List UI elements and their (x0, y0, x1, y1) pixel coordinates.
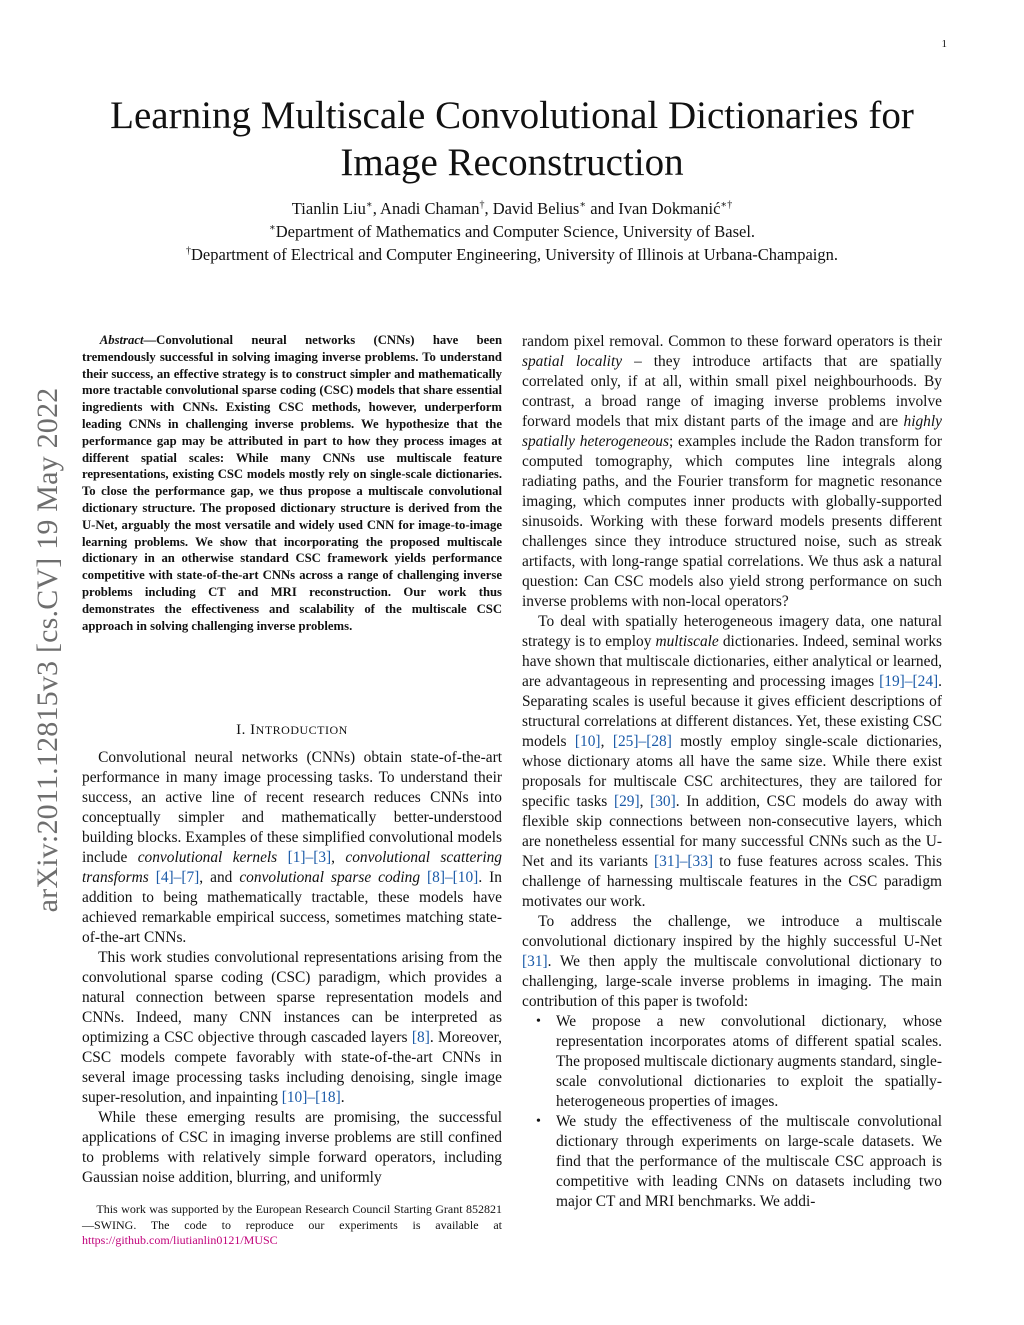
arxiv-stamp: arXiv:2011.12815v3 [cs.CV] 19 May 2022 (31, 387, 64, 913)
text-run: While these emerging results are promising, the successful applications of CSC in imaging inverse problems are still confined to problems with relatively simple forward operators, including Gaussian noise addition, blurring, and uniformly (82, 1109, 502, 1186)
paragraph (522, 332, 942, 612)
paragraph (82, 1108, 502, 1188)
text-run: to fuse features across scales. This challenge of harnessing multiscale features in the CSC paradigm motivates our work. (522, 853, 942, 910)
affiliation-mark: ∗† (720, 199, 733, 211)
text-run: , and (199, 869, 240, 886)
citation-link[interactable]: [8]–[10] (427, 869, 479, 886)
section-title: NTRODUCTION (255, 723, 348, 737)
citation-link[interactable]: [1]–[3] (287, 849, 332, 866)
citation-link[interactable]: [30] (650, 793, 676, 810)
contribution-list (522, 1012, 942, 1212)
section-number: I. I (236, 722, 256, 738)
abstract-text: —Convolutional neural networks (CNNs) have been tremendously successful in solving imaging inverse problems. To understand their success, an effective strategy is to construct simpler and mathematically more tractable convolutional sparse coding (CSC) models that share essential ingredients with CNNs. Existing CSC methods, however, underperform leading CNNs in challenging inverse problems. We hypothesize that the performance gap may be attributed in part to how they process images at different spatial scales: While many CNNs use multiscale feature representations, existing CSC models mostly rely on single-scale dictionaries. To close the performance gap, we thus propose a multiscale convolutional dictionary structure. The proposed dictionary structure is derived from the U-Net, arguably the most versatile and widely used CNN for image-to-image learning problems. We show that incorporating the proposed multiscale dictionary in an otherwise standard CSC framework yields performance competitive with state-of-the-art CNNs across a range of challenging inverse problems including CT and MRI reconstruction. Our work thus demonstrates the effectiveness and scalability of the multiscale CSC approach in solving challenging inverse problems. (82, 333, 502, 633)
affiliation-mark: † (479, 199, 485, 211)
list-item (536, 1112, 942, 1212)
author-name: and Ivan Dokmanić (586, 199, 721, 218)
affiliation-mark: ∗ (365, 199, 373, 211)
citation-link[interactable]: [10]–[18] (281, 1089, 341, 1106)
text-run: . (340, 1089, 345, 1106)
text-run: – they introduce artifacts that are spatially correlated only, if at all, within small pixel neighbourhoods. By contrast, a broad range of imaging inverse problems involve forward models that mix distant parts of the image and are (522, 353, 942, 430)
right-column (522, 332, 942, 1212)
author-name: , David Belius (484, 199, 580, 218)
page-number: 1 (941, 38, 947, 50)
abstract-lead: Abstract (99, 333, 144, 347)
emphasis: multiscale (655, 633, 719, 650)
affiliation-text: Department of Mathematics and Computer Science, University of Basel. (275, 222, 756, 241)
text-run: . Separating scales is useful because it gives efficient descriptions of structural correlations at different distances. Yet, these existing CSC models (522, 673, 942, 750)
list-item-text: We study the effectiveness of the multiscale convolutional dictionary through experiments on large-scale datasets. We find that the performance of the multiscale CSC approach is competitive with leading CNNs on datasets including two major CT and MRI benchmarks. We addi- (556, 1113, 942, 1210)
citation-link[interactable]: [10] (574, 733, 601, 750)
paragraph (82, 948, 502, 1108)
text-run: dictionaries. Indeed, seminal works have shown that multiscale dictionaries, either analytical or learned, are advantageous in representing and processing images (522, 633, 942, 690)
text-run: To address the challenge, we introduce a multiscale convolutional dictionary inspired by the highly successful U-Net (522, 913, 942, 950)
author-block (0, 197, 1024, 266)
text-run: . Moreover, CSC models compete favorably with state-of-the-art CNNs in several image processing tasks including denoising, single image super-resolution, and inpainting (82, 1029, 502, 1106)
footnote (82, 1202, 502, 1249)
author-list (0, 197, 1024, 220)
paragraph (522, 612, 942, 912)
bullet-icon: • (536, 1114, 541, 1129)
paragraph (82, 748, 502, 948)
text-run: . We then apply the multiscale convolutional dictionary to challenging, large-scale inverse problems in imaging. The main contribution of this paper is twofold: (522, 953, 942, 1010)
citation-link[interactable]: [25]–[28] (612, 733, 672, 750)
text-run: , (600, 733, 613, 750)
affiliation-mark: † (186, 245, 191, 257)
footnote-text: This work was supported by the European Research Council Starting Grant 852821—SWING. The code to reproduce our experiments is available at (82, 1202, 502, 1232)
affiliation-mark: ∗ (268, 222, 276, 234)
list-item (536, 1012, 942, 1112)
text-run: . In addition, CSC models do away with flexible skip connections between non-consecutive layers, which are nonetheless essential for many successful CNNs such as the U-Net and its variants (522, 793, 942, 870)
text-run: This work studies convolutional representations arising from the convolutional sparse coding (CSC) paradigm, which provides a natural connection between sparse representation models and CNNs. Indeed, many CNN instances can be interpreted as optimizing a CSC objective through cascaded layers (82, 949, 502, 1046)
list-item-text: We propose a new convolutional dictionary, whose representation incorporates atoms of different spatial scales. The proposed multiscale dictionary augments standard, single-scale convolutional dictionaries to exploit the spatially-heterogeneous properties of images. (556, 1013, 942, 1110)
text-run: random pixel removal. Common to these forward operators is their (522, 333, 942, 350)
text-run: . In addition to being mathematically tractable, these models have achieved remarkable empirical success, sometimes matching state-of-the-art CNNs. (82, 869, 502, 946)
affiliation-mark: ∗ (579, 199, 587, 211)
paragraph (522, 912, 942, 1012)
bullet-icon: • (536, 1014, 541, 1029)
abstract (82, 332, 502, 634)
section-heading (82, 722, 502, 739)
text-run: To deal with spatially heterogeneous imagery data, one natural strategy is to employ (522, 613, 942, 650)
citation-link[interactable]: [29] (613, 793, 640, 810)
affiliation-2 (0, 243, 1024, 266)
title-line-1: Learning Multiscale Convolutional Dictionaries for (110, 94, 914, 137)
code-link[interactable]: https://github.com/liutianlin0121/MUSC (82, 1233, 278, 1247)
emphasis: highly spatially heterogeneous (522, 413, 942, 450)
text-run: ; examples include the Radon transform for computed tomography, which computes line integrals along radiating paths, and the Fourier transform for magnetic resonance imaging, which computes inner products with globally-supported sinusoids. Working with these forward models presents different challenges since they introduce structured noise, such as streak artifacts, with long-range spatial correlations. We thus ask a natural question: Can CSC models also yield strong performance on such inverse problems with non-local operators? (522, 433, 942, 610)
emphasis: convolutional kernels (137, 849, 278, 866)
citation-link[interactable]: [19]–[24] (879, 673, 939, 690)
author-name: , Anadi Chaman (372, 199, 480, 218)
text-run: , (331, 849, 346, 866)
author-name: Tianlin Liu (291, 199, 366, 218)
citation-link[interactable]: [8] (411, 1029, 430, 1046)
emphasis: spatial locality (522, 353, 623, 370)
text-run: mostly employ single-scale dictionaries, whose dictionary atoms all have the same size. While there exist proposals for multiscale CSC architectures, they are tailored for specific tasks (522, 733, 942, 810)
affiliation-1 (0, 220, 1024, 243)
title-line-2: Image Reconstruction (340, 141, 684, 184)
intro-left-column (82, 748, 502, 1188)
emphasis: convolutional sparse coding (239, 869, 421, 886)
affiliation-text: Department of Electrical and Computer Engineering, University of Illinois at Urbana-Champaign. (191, 245, 838, 264)
paper-title (0, 92, 1024, 186)
citation-link[interactable]: [31]–[33] (654, 853, 714, 870)
text-run: Convolutional neural networks (CNNs) obtain state-of-the-art performance in many image processing tasks. To understand their success, an active line of recent research reduces CNNs into conceptually simpler and mathematically better-understood building blocks. Examples of these simplified convolutional models include (82, 749, 502, 866)
citation-link[interactable]: [31] (522, 953, 548, 970)
emphasis: convolutional scattering transforms (82, 849, 502, 886)
citation-link[interactable]: [4]–[7] (155, 869, 200, 886)
text-run: , (639, 793, 651, 810)
